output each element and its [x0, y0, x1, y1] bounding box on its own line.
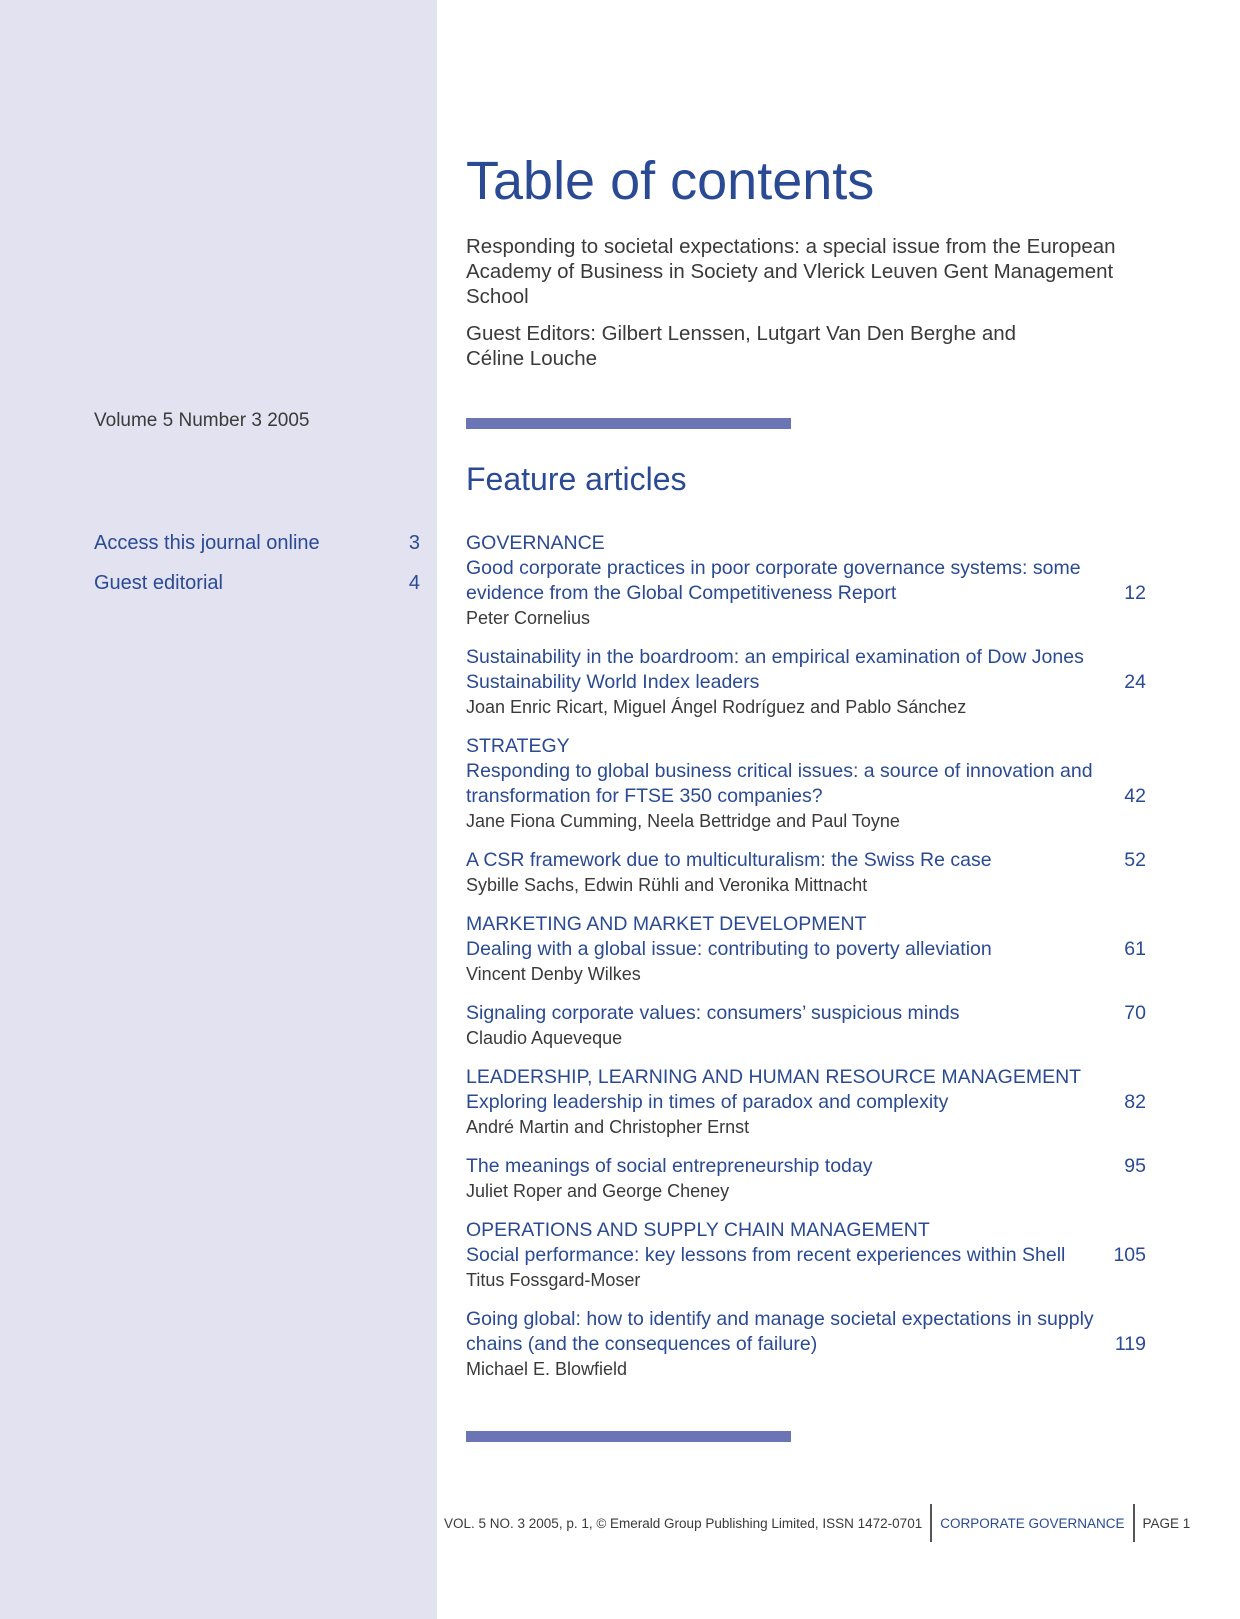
article-title-link[interactable]: Dealing with a global issue: contributing to poverty alleviation [466, 938, 992, 960]
footer-citation: VOL. 5 NO. 3 2005, p. 1, © Emerald Group Publishing Limited, ISSN 1472-0701 [444, 1515, 923, 1531]
sidebar-links [94, 532, 420, 612]
article-authors: Juliet Roper and George Cheney [466, 1181, 730, 1201]
article-page-number: 70 [1124, 1002, 1146, 1024]
sidebar-link-access-online[interactable] [94, 532, 420, 572]
sidebar-link-label: Access this journal online [94, 532, 320, 554]
footer-journal: CORPORATE GOVERNANCE [940, 1515, 1125, 1531]
article-page-number: 12 [1124, 582, 1146, 604]
sidebar [0, 0, 437, 1619]
article-page-number: 24 [1124, 671, 1146, 693]
article-authors: Michael E. Blowfield [466, 1359, 628, 1379]
footer-separator [930, 1504, 932, 1542]
article-authors: Claudio Aqueveque [466, 1028, 623, 1048]
article-title-link[interactable]: Social performance: key lessons from recent experiences within Shell [466, 1244, 1066, 1266]
article-authors: Peter Cornelius [466, 608, 591, 628]
article-list [466, 531, 1146, 1396]
article-row [466, 1001, 1146, 1026]
article-row [466, 1243, 1146, 1268]
article-authors: Jane Fiona Cumming, Neela Bettridge and Paul Toyne [466, 811, 900, 831]
article-entry [466, 1218, 1146, 1293]
article-entry [466, 1307, 1146, 1382]
guest-editors: Guest Editors: Gilbert Lenssen, Lutgart Van Den Berghe and Céline Louche [466, 322, 1017, 370]
article-authors: Titus Fossgard-Moser [466, 1270, 641, 1290]
article-page-number: 119 [1114, 1333, 1146, 1355]
article-entry [466, 734, 1146, 834]
article-title-link[interactable]: A CSR framework due to multiculturalism: the Swiss Re case [466, 849, 992, 871]
article-category: GOVERNANCE [466, 532, 605, 554]
article-title-link[interactable]: Going global: how to identify and manage societal expectations in supply chains (and the consequences of failure) [466, 1308, 1094, 1355]
article-title-link[interactable]: Good corporate practices in poor corporate governance systems: some evidence from the Global Competitiveness Report [466, 557, 1081, 604]
article-entry [466, 912, 1146, 987]
footer-page: PAGE 1 [1142, 1515, 1191, 1531]
article-page-number: 82 [1124, 1091, 1146, 1113]
article-row [466, 848, 1146, 873]
sidebar-link-label: Guest editorial [94, 572, 223, 594]
article-category: STRATEGY [466, 735, 570, 757]
section-heading: Feature articles [466, 461, 687, 497]
article-authors: André Martin and Christopher Ernst [466, 1117, 750, 1137]
article-page-number: 95 [1124, 1155, 1146, 1177]
footer-separator [1133, 1504, 1135, 1542]
article-title-link[interactable]: Exploring leadership in times of paradox and complexity [466, 1091, 949, 1113]
article-row [466, 556, 1146, 606]
page-footer [444, 1504, 1190, 1542]
article-row [466, 645, 1146, 695]
article-page-number: 42 [1124, 785, 1146, 807]
article-title-link[interactable]: The meanings of social entrepreneurship today [466, 1155, 873, 1177]
article-category: OPERATIONS AND SUPPLY CHAIN MANAGEMENT [466, 1219, 930, 1241]
divider-bottom [466, 1431, 791, 1442]
issue-subtitle: Responding to societal expectations: a special issue from the European Academy of Business in Society and Vlerick Leuven Gent Management School [466, 235, 1116, 308]
article-title-link[interactable]: Signaling corporate values: consumers’ suspicious minds [466, 1002, 960, 1024]
article-entry [466, 1065, 1146, 1140]
article-row [466, 759, 1146, 809]
article-row [466, 1090, 1146, 1115]
article-category: LEADERSHIP, LEARNING AND HUMAN RESOURCE MANAGEMENT [466, 1066, 1082, 1088]
sidebar-link-guest-editorial[interactable] [94, 572, 420, 612]
sidebar-link-page: 4 [408, 572, 420, 594]
article-entry [466, 1154, 1146, 1204]
article-entry [466, 1001, 1146, 1051]
article-authors: Vincent Denby Wilkes [466, 964, 641, 984]
volume-label: Volume 5 Number 3 2005 [94, 410, 310, 431]
article-category: MARKETING AND MARKET DEVELOPMENT [466, 913, 867, 935]
article-title-link[interactable]: Responding to global business critical issues: a source of innovation and transformation for FTSE 350 companies? [466, 760, 1093, 807]
sidebar-link-page: 3 [408, 532, 420, 554]
article-page-number: 52 [1124, 849, 1146, 871]
article-authors: Joan Enric Ricart, Miguel Ángel Rodríguez and Pablo Sánchez [466, 697, 967, 717]
article-page-number: 61 [1124, 938, 1146, 960]
article-page-number: 105 [1113, 1244, 1146, 1266]
article-authors: Sybille Sachs, Edwin Rühli and Veronika Mittnacht [466, 875, 868, 895]
page-title: Table of contents [466, 151, 875, 211]
article-row [466, 937, 1146, 962]
divider-top [466, 418, 791, 429]
article-title-link[interactable]: Sustainability in the boardroom: an empirical examination of Dow Jones Sustainability World Index leaders [466, 646, 1084, 693]
article-entry [466, 645, 1146, 720]
article-row [466, 1154, 1146, 1179]
article-entry [466, 531, 1146, 631]
article-row [466, 1307, 1146, 1357]
article-entry [466, 848, 1146, 898]
